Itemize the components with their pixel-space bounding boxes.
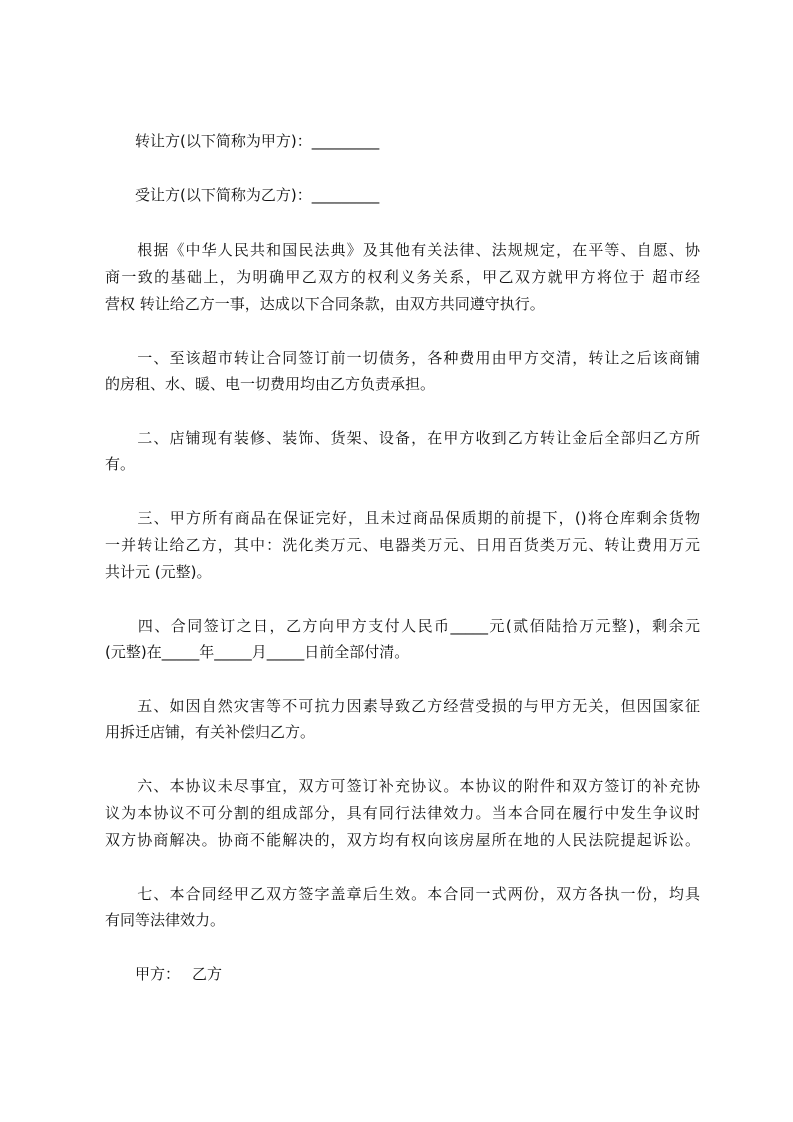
intro-line-3: 营权 转让给乙方一事，达成以下合同条款，由双方共同遵守执行。 — [105, 295, 545, 313]
party-a-label: 甲方： — [135, 965, 181, 983]
clause-6-line-3: 双方协商解决。协商不能解决的，双方均有权向该房屋所在地的人民法院提起诉讼。 — [105, 831, 700, 849]
clause-3-line-3: 共计元 (元整)。 — [105, 563, 212, 581]
clause-7-line-1: 七、本合同经甲乙双方签字盖章后生效。本合同一式两份，双方各执一份，均具 — [105, 885, 700, 903]
clause-1-line-1: 一、至该超市转让合同签订前一切债务，各种费用由甲方交清，转让之后该商铺 — [105, 349, 700, 367]
clause-3-line-2: 一并转让给乙方，其中：洗化类万元、电器类万元、日用百货类万元、转让费用万元 — [105, 536, 700, 554]
clause-2-line-1: 二、店铺现有装修、装饰、货架、设备，在甲方收到乙方转让金后全部归乙方所 — [105, 429, 700, 447]
clause-1-line-2: 的房租、水、暖、电一切费用均由乙方负责承担。 — [105, 375, 436, 393]
clause-6-line-2: 议为本协议不可分割的组成部分，具有同行法律效力。当本合同在履行中发生争议时 — [105, 804, 700, 822]
party-b-label: 乙方 — [192, 965, 223, 983]
transferee-line: 受让方(以下简称为乙方)：_________ — [135, 186, 380, 204]
clause-4-line-2: (元整)在_____年_____月_____日前全部付清。 — [105, 643, 410, 661]
clause-6-line-1: 六、本协议未尽事宜，双方可签订补充协议。本协议的附件和双方签订的补充协 — [105, 777, 700, 795]
intro-line-2: 商一致的基础上，为明确甲乙双方的权利义务关系，甲乙双方就甲方将位于 超市经 — [105, 268, 700, 286]
signature-line — [135, 959, 730, 989]
intro-line-1: 根据《中华人民共和国民法典》及其他有关法律、法规规定，在平等、自愿、协 — [105, 241, 700, 259]
clause-5-line-2: 用拆迁店铺，有关补偿归乙方。 — [105, 723, 316, 741]
transferor-line: 转让方(以下简称为甲方)：_________ — [135, 132, 380, 150]
clause-7-line-2: 有同等法律效力。 — [105, 911, 226, 929]
clause-2-line-2: 有。 — [105, 455, 136, 473]
clause-4-line-1: 四、合同签订之日，乙方向甲方支付人民币_____元(贰佰陆拾万元整)，剩余元 — [105, 617, 700, 635]
clause-5-line-1: 五、如因自然灾害等不可抗力因素导致乙方经营受损的与甲方无关，但因国家征 — [105, 697, 700, 715]
clause-3-line-1: 三、甲方所有商品在保证完好，且未过商品保质期的前提下，()将仓库剩余货物 — [105, 509, 700, 527]
